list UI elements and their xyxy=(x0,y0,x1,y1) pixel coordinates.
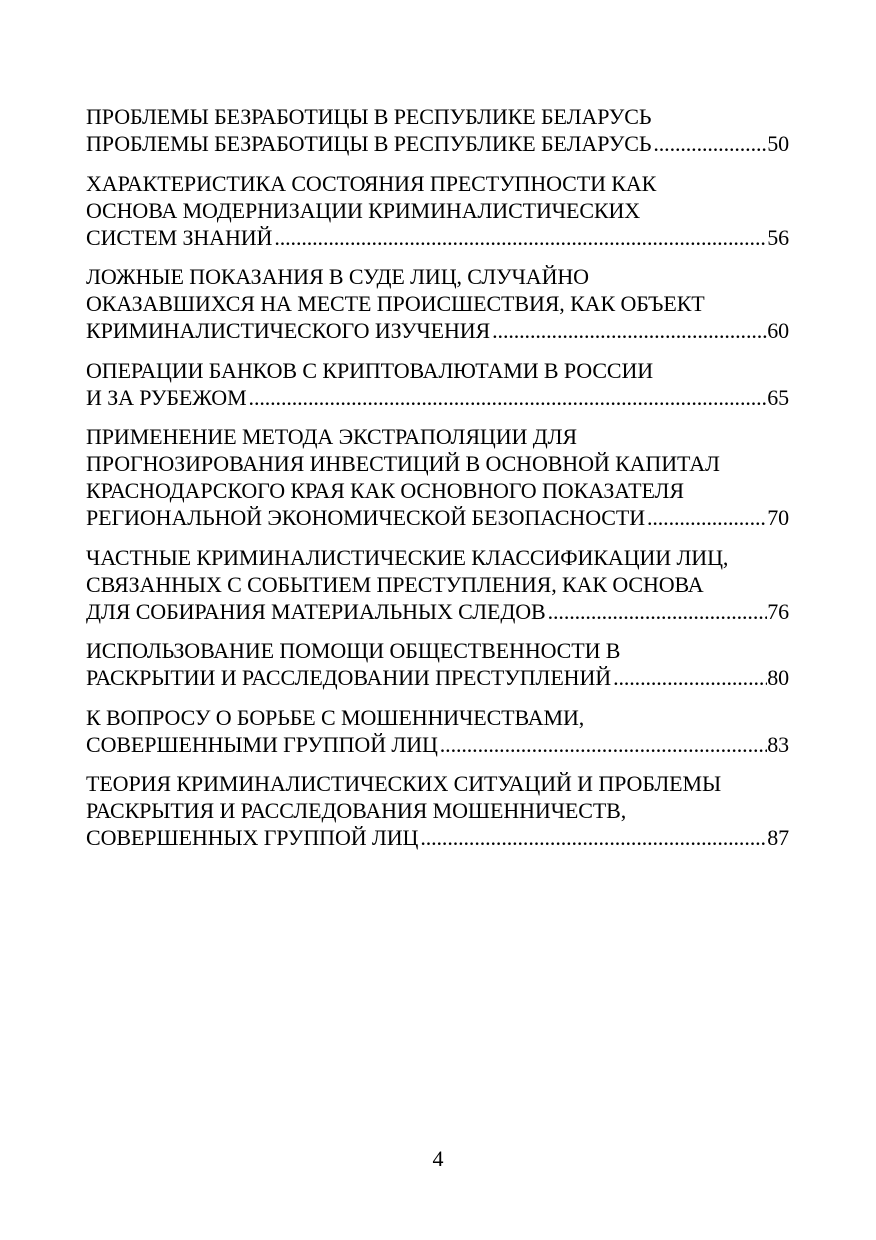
toc-entry[interactable] xyxy=(86,770,789,851)
toc-entry-title-line: ДЛЯ СОБИРАНИЯ МАТЕРИАЛЬНЫХ СЛЕДОВ xyxy=(86,598,546,624)
toc-entry-title-line: РАСКРЫТИИ И РАССЛЕДОВАНИИ ПРЕСТУПЛЕНИЙ xyxy=(86,665,612,690)
toc-page-number: 60 xyxy=(767,318,789,343)
toc-entry-last-line xyxy=(86,824,789,851)
toc-entry-title-line: ПРИМЕНЕНИЕ МЕТОДА ЭКСТРАПОЛЯЦИИ ДЛЯ xyxy=(86,424,577,449)
toc-entry-title-line: ОКАЗАВШИХСЯ НА МЕСТЕ ПРОИСШЕСТВИЯ, КАК ОБЪЕКТ xyxy=(86,291,705,316)
toc-entry-last-line xyxy=(86,224,789,251)
toc-entry-title-line: СИСТЕМ ЗНАНИЙ xyxy=(86,224,273,250)
toc-entry[interactable] xyxy=(86,170,789,251)
toc-entry[interactable] xyxy=(86,103,789,157)
dot-leader xyxy=(647,504,767,531)
toc-entry[interactable] xyxy=(86,423,789,531)
toc-entry[interactable] xyxy=(86,357,789,411)
toc-entry-last-line xyxy=(86,504,789,531)
toc-entry-last-line xyxy=(86,317,789,344)
toc-page-number: 83 xyxy=(767,731,789,757)
dot-leader xyxy=(492,317,767,344)
dot-leader xyxy=(653,130,767,157)
toc-entry-title-line: ПРОБЛЕМЫ БЕЗРАБОТИЦЫ В РЕСПУБЛИКЕ БЕЛАРУСЬ xyxy=(86,104,652,129)
toc-entry-title-line: ИСПОЛЬЗОВАНИЕ ПОМОЩИ ОБЩЕСТВЕННОСТИ В xyxy=(86,638,621,663)
dot-leader xyxy=(440,731,767,758)
toc-page-number: 80 xyxy=(767,665,789,690)
toc-entry-title-line: ЧАСТНЫЕ КРИМИНАЛИСТИЧЕСКИЕ КЛАССИФИКАЦИИ ЛИЦ, xyxy=(86,544,729,570)
toc-page-number: 56 xyxy=(767,224,789,250)
toc-entry-title-line: РАСКРЫТИЯ И РАССЛЕДОВАНИЯ МОШЕННИЧЕСТВ, xyxy=(86,798,627,823)
dot-leader xyxy=(249,384,768,411)
dot-leader xyxy=(613,664,767,691)
toc-entry-last-line xyxy=(86,598,789,625)
toc-entry-title-line: ОПЕРАЦИИ БАНКОВ С КРИПТОВАЛЮТАМИ В РОССИИ xyxy=(86,357,654,383)
toc-entry-title-line: ЛОЖНЫЕ ПОКАЗАНИЯ В СУДЕ ЛИЦ, СЛУЧАЙНО xyxy=(86,264,589,289)
toc-entry-last-line xyxy=(86,731,789,758)
table-of-contents xyxy=(86,103,789,864)
toc-entry-title-line: И ЗА РУБЕЖОМ xyxy=(86,384,247,410)
toc-page-number: 76 xyxy=(767,598,789,624)
dot-leader xyxy=(420,824,767,851)
toc-entry-title-line: К ВОПРОСУ О БОРЬБЕ С МОШЕННИЧЕСТВАМИ, xyxy=(86,704,585,730)
toc-entry-title-line: ПРОБЛЕМЫ БЕЗРАБОТИЦЫ В РЕСПУБЛИКЕ БЕЛАРУСЬ xyxy=(86,131,652,156)
toc-entry-title-line: КРИМИНАЛИСТИЧЕСКОГО ИЗУЧЕНИЯ xyxy=(86,318,491,343)
toc-entry-title-line: ОСНОВА МОДЕРНИЗАЦИИ КРИМИНАЛИСТИЧЕСКИХ xyxy=(86,197,641,223)
toc-page-number: 87 xyxy=(767,825,789,850)
page-number: 4 xyxy=(432,1146,444,1171)
toc-page-number: 65 xyxy=(767,384,789,410)
toc-entry-title-line: СВЯЗАННЫХ С СОБЫТИЕМ ПРЕСТУПЛЕНИЯ, КАК ОСНОВА xyxy=(86,571,704,597)
dot-leader xyxy=(548,598,768,625)
toc-entry-title-line: ПРОГНОЗИРОВАНИЯ ИНВЕСТИЦИЙ В ОСНОВНОЙ КАПИТАЛ xyxy=(86,451,720,476)
toc-page-number: 70 xyxy=(767,505,789,530)
toc-entry[interactable] xyxy=(86,704,789,758)
toc-page-number: 50 xyxy=(767,131,789,156)
toc-entry-last-line xyxy=(86,384,789,411)
toc-entry[interactable] xyxy=(86,544,789,625)
toc-entry-title-line: СОВЕРШЕННЫМИ ГРУППОЙ ЛИЦ xyxy=(86,731,438,757)
toc-entry-title-line: СОВЕРШЕННЫХ ГРУППОЙ ЛИЦ xyxy=(86,825,419,850)
toc-entry-last-line xyxy=(86,130,789,157)
toc-entry-title-line: ТЕОРИЯ КРИМИНАЛИСТИЧЕСКИХ СИТУАЦИЙ И ПРОБЛЕМЫ xyxy=(86,771,722,796)
dot-leader xyxy=(274,224,767,251)
toc-entry[interactable] xyxy=(86,263,789,344)
toc-entry-last-line xyxy=(86,664,789,691)
toc-entry-title-line: ХАРАКТЕРИСТИКА СОСТОЯНИЯ ПРЕСТУПНОСТИ КАК xyxy=(86,170,657,196)
toc-entry-title-line: РЕГИОНАЛЬНОЙ ЭКОНОМИЧЕСКОЙ БЕЗОПАСНОСТИ xyxy=(86,505,645,530)
toc-entry[interactable] xyxy=(86,637,789,691)
toc-entry-title-line: КРАСНОДАРСКОГО КРАЯ КАК ОСНОВНОГО ПОКАЗАТЕЛЯ xyxy=(86,478,684,503)
